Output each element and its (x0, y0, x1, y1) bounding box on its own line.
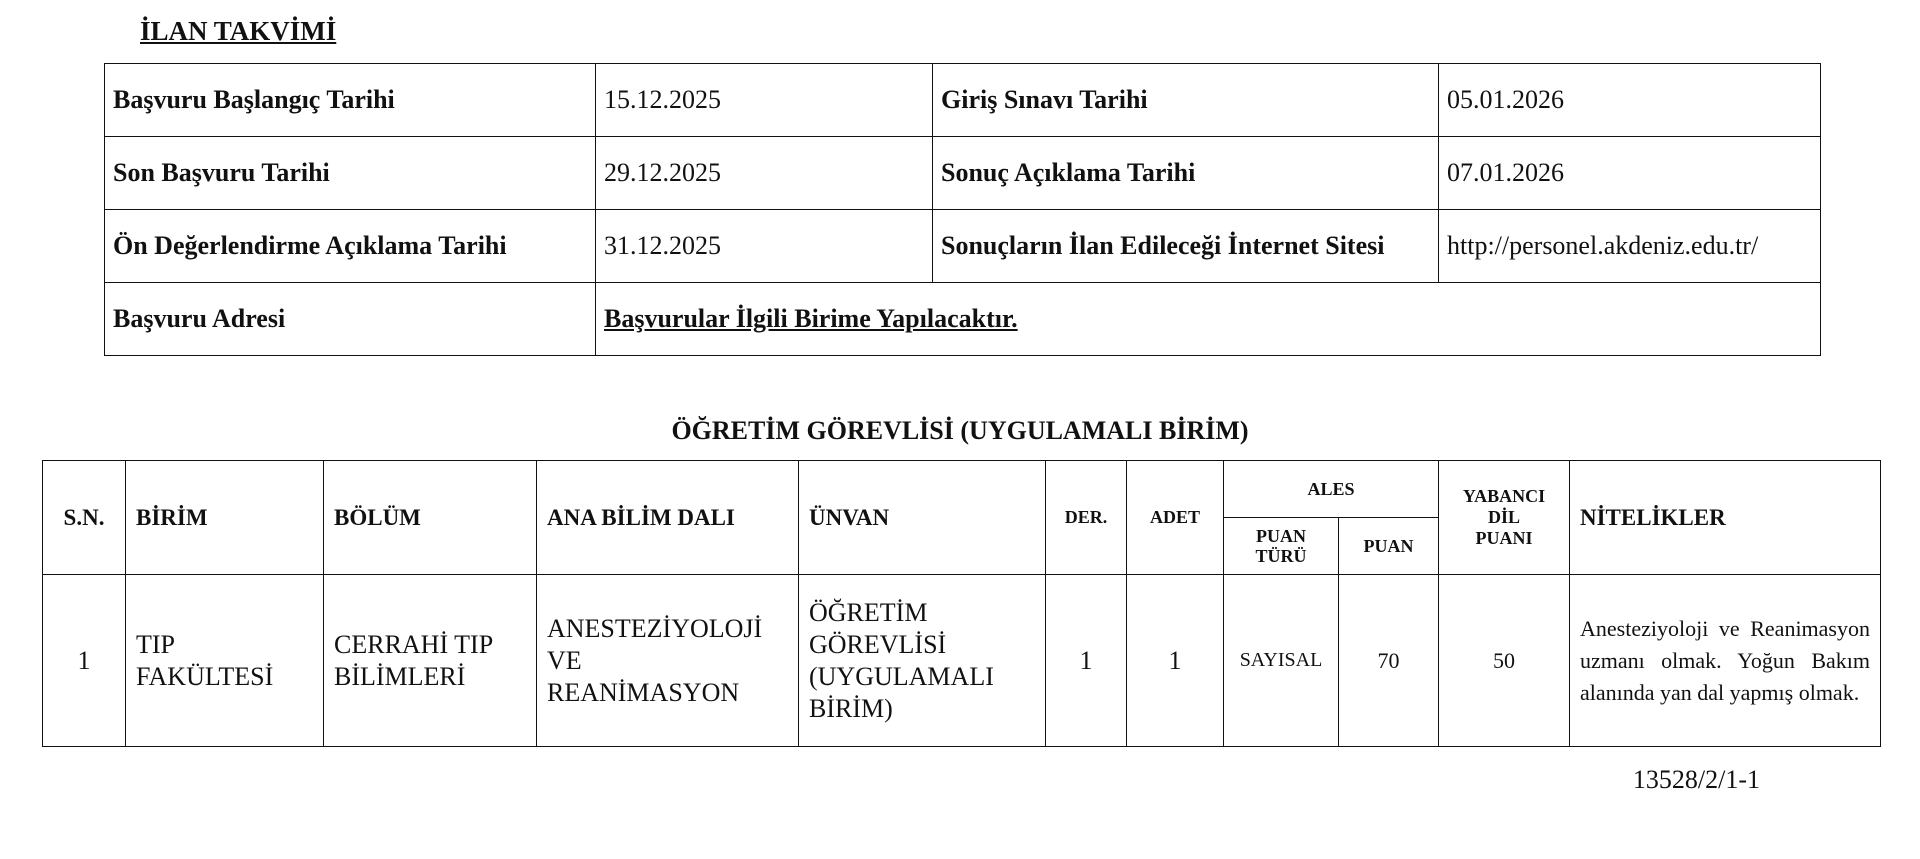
header-puan-turu-line1: PUAN (1256, 526, 1306, 546)
internet-sitesi-value: http://personel.akdeniz.edu.tr/ (1439, 210, 1821, 283)
header-yabanci-dil-puani (1439, 461, 1570, 575)
header-nitelikler: NİTELİKLER (1570, 461, 1881, 575)
basvuru-adresi-label: Başvuru Adresi (105, 283, 596, 356)
cell-unvan-line1: ÖĞRETİM (809, 597, 928, 627)
giris-sinavi-value: 05.01.2026 (1439, 64, 1821, 137)
basvuru-baslangic-label: Başvuru Başlangıç Tarihi (105, 64, 596, 137)
table-row (105, 64, 1821, 137)
header-puan-turu-line2: TÜRÜ (1255, 546, 1307, 566)
sonuc-aciklama-label: Sonuç Açıklama Tarihi (933, 137, 1439, 210)
basvuru-adresi-value: Başvurular İlgili Birime Yapılacaktır. (596, 283, 1821, 356)
sonuc-aciklama-value: 07.01.2026 (1439, 137, 1821, 210)
giris-sinavi-label: Giriş Sınavı Tarihi (933, 64, 1439, 137)
cell-birim (126, 575, 324, 747)
table-row (105, 210, 1821, 283)
cell-der: 1 (1046, 575, 1127, 747)
on-degerlendirme-label: Ön Değerlendirme Açıklama Tarihi (105, 210, 596, 283)
basvuru-baslangic-value: 15.12.2025 (596, 64, 933, 137)
table-row (43, 575, 1881, 747)
table-row (105, 283, 1821, 356)
cell-unvan-line2: GÖREVLİSİ (809, 629, 947, 659)
cell-puan: 70 (1339, 575, 1439, 747)
cell-bolum-line1: CERRAHİ TIP (334, 629, 494, 659)
header-puan-turu (1224, 518, 1339, 575)
header-dil-line: DİL (1487, 507, 1520, 527)
cell-adet: 1 (1127, 575, 1224, 747)
cell-abd-line2: VE (547, 645, 582, 675)
cell-unvan-line4: BİRİM) (809, 693, 893, 723)
cell-puan-turu: SAYISAL (1224, 575, 1339, 747)
cell-sn: 1 (43, 575, 126, 747)
header-unvan: ÜNVAN (799, 461, 1046, 575)
ilan-takvimi-table (104, 63, 1821, 356)
table-header-row (43, 461, 1881, 518)
header-puani-line: PUANI (1475, 528, 1533, 548)
kadro-table (42, 460, 1881, 747)
cell-abd-line1: ANESTEZİYOLOJİ (547, 613, 763, 643)
header-ales: ALES (1224, 461, 1439, 518)
cell-unvan-line3: (UYGULAMALI (809, 661, 994, 691)
header-der: DER. (1046, 461, 1127, 575)
header-sn: S.N. (43, 461, 126, 575)
reference-number: 13528/2/1-1 (1632, 765, 1760, 794)
son-basvuru-label: Son Başvuru Tarihi (105, 137, 596, 210)
cell-unvan (799, 575, 1046, 747)
cell-birim-line2: FAKÜLTESİ (136, 661, 274, 691)
header-bolum: BÖLÜM (324, 461, 537, 575)
internet-sitesi-label: Sonuçların İlan Edileceği İnternet Sitesi (933, 210, 1439, 283)
header-adet: ADET (1127, 461, 1224, 575)
cell-birim-line1: TIP (136, 629, 175, 659)
cell-yabanci-dil: 50 (1439, 575, 1570, 747)
header-birim: BİRİM (126, 461, 324, 575)
ilan-takvimi-title: İLAN TAKVİMİ (140, 16, 337, 46)
cell-bolum (324, 575, 537, 747)
header-yabanci-line: YABANCI (1462, 486, 1546, 506)
on-degerlendirme-value: 31.12.2025 (596, 210, 933, 283)
table-row (105, 137, 1821, 210)
cell-nitelikler: Anesteziyoloji ve Reanimasyon uzmanı olmak. Yoğun Bakım alanında yan dal yapmış olmak. (1570, 575, 1881, 747)
header-ana-bilim-dali: ANA BİLİM DALI (537, 461, 799, 575)
kadro-title: ÖĞRETİM GÖREVLİSİ (UYGULAMALI BİRİM) (671, 416, 1249, 445)
son-basvuru-value: 29.12.2025 (596, 137, 933, 210)
cell-abd-line3: REANİMASYON (547, 677, 740, 707)
cell-bolum-line2: BİLİMLERİ (334, 661, 466, 691)
cell-ana-bilim-dali (537, 575, 799, 747)
header-puan: PUAN (1339, 518, 1439, 575)
